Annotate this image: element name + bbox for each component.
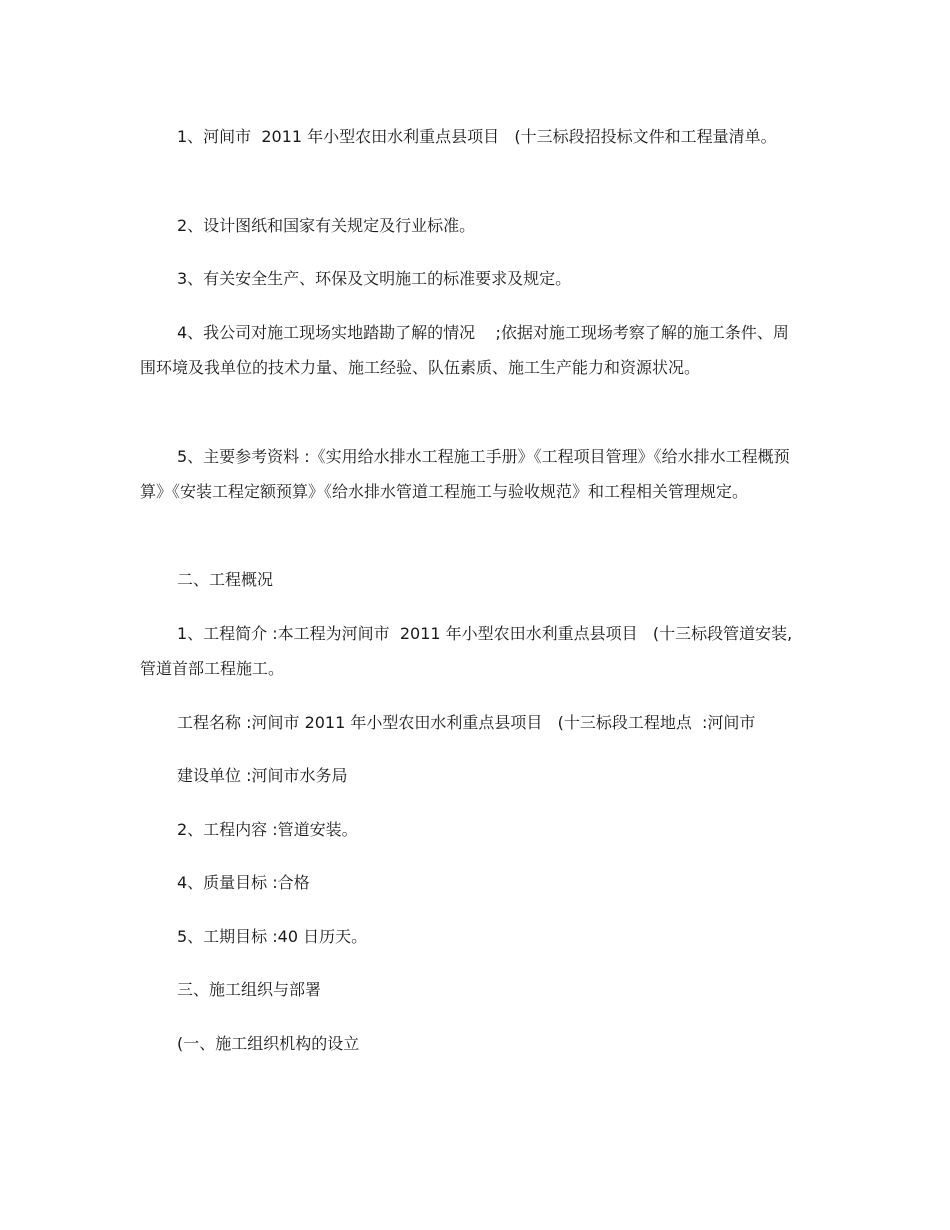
- section-heading-construction-organization: 三、施工组织与部署: [177, 980, 322, 999]
- paragraph-basis-design-drawings: 2、设计图纸和国家有关规定及行业标准。: [177, 216, 476, 235]
- paragraph-schedule-target: 5、工期目标 :40 日历天。: [177, 927, 368, 946]
- paragraph-basis-safety-standards: 3、有关安全生产、环保及文明施工的标准要求及规定。: [177, 269, 572, 288]
- paragraph-basis-tender-documents: 1、河间市 2011 年小型农田水利重点县项目 (十三标段招投标文件和工程量清单。: [177, 127, 777, 146]
- paragraph-project-introduction: 1、工程简介 :本工程为河间市 2011 年小型农田水利重点县项目 (十三标段管道安装,管道首部工程施工。: [140, 624, 793, 678]
- paragraph-construction-unit: 建设单位 :河间市水务局: [177, 766, 348, 785]
- paragraph-project-content: 2、工程内容 :管道安装。: [177, 820, 358, 839]
- subsection-heading-organization-structure: (一、施工组织机构的设立: [177, 1034, 360, 1053]
- paragraph-project-name: 工程名称 :河间市 2011 年小型农田水利重点县项目 (十三标段工程地点 :河间市: [177, 713, 756, 732]
- paragraph-basis-site-survey: 4、我公司对施工现场实地踏勘了解的情况 ;依据对施工现场考察了解的施工条件、周围环境及我单位的技术力量、施工经验、队伍素质、施工生产能力和资源状况。: [140, 323, 789, 377]
- section-heading-project-overview: 二、工程概况: [177, 570, 274, 589]
- paragraph-quality-target: 4、质量目标 :合格: [177, 873, 310, 892]
- paragraph-basis-references: 5、主要参考资料 :《实用给水排水工程施工手册》《工程项目管理》《给水排水工程概预算》《安装工程定额预算》《给水排水管道工程施工与验收规范》和工程相关管理规定。: [140, 447, 790, 501]
